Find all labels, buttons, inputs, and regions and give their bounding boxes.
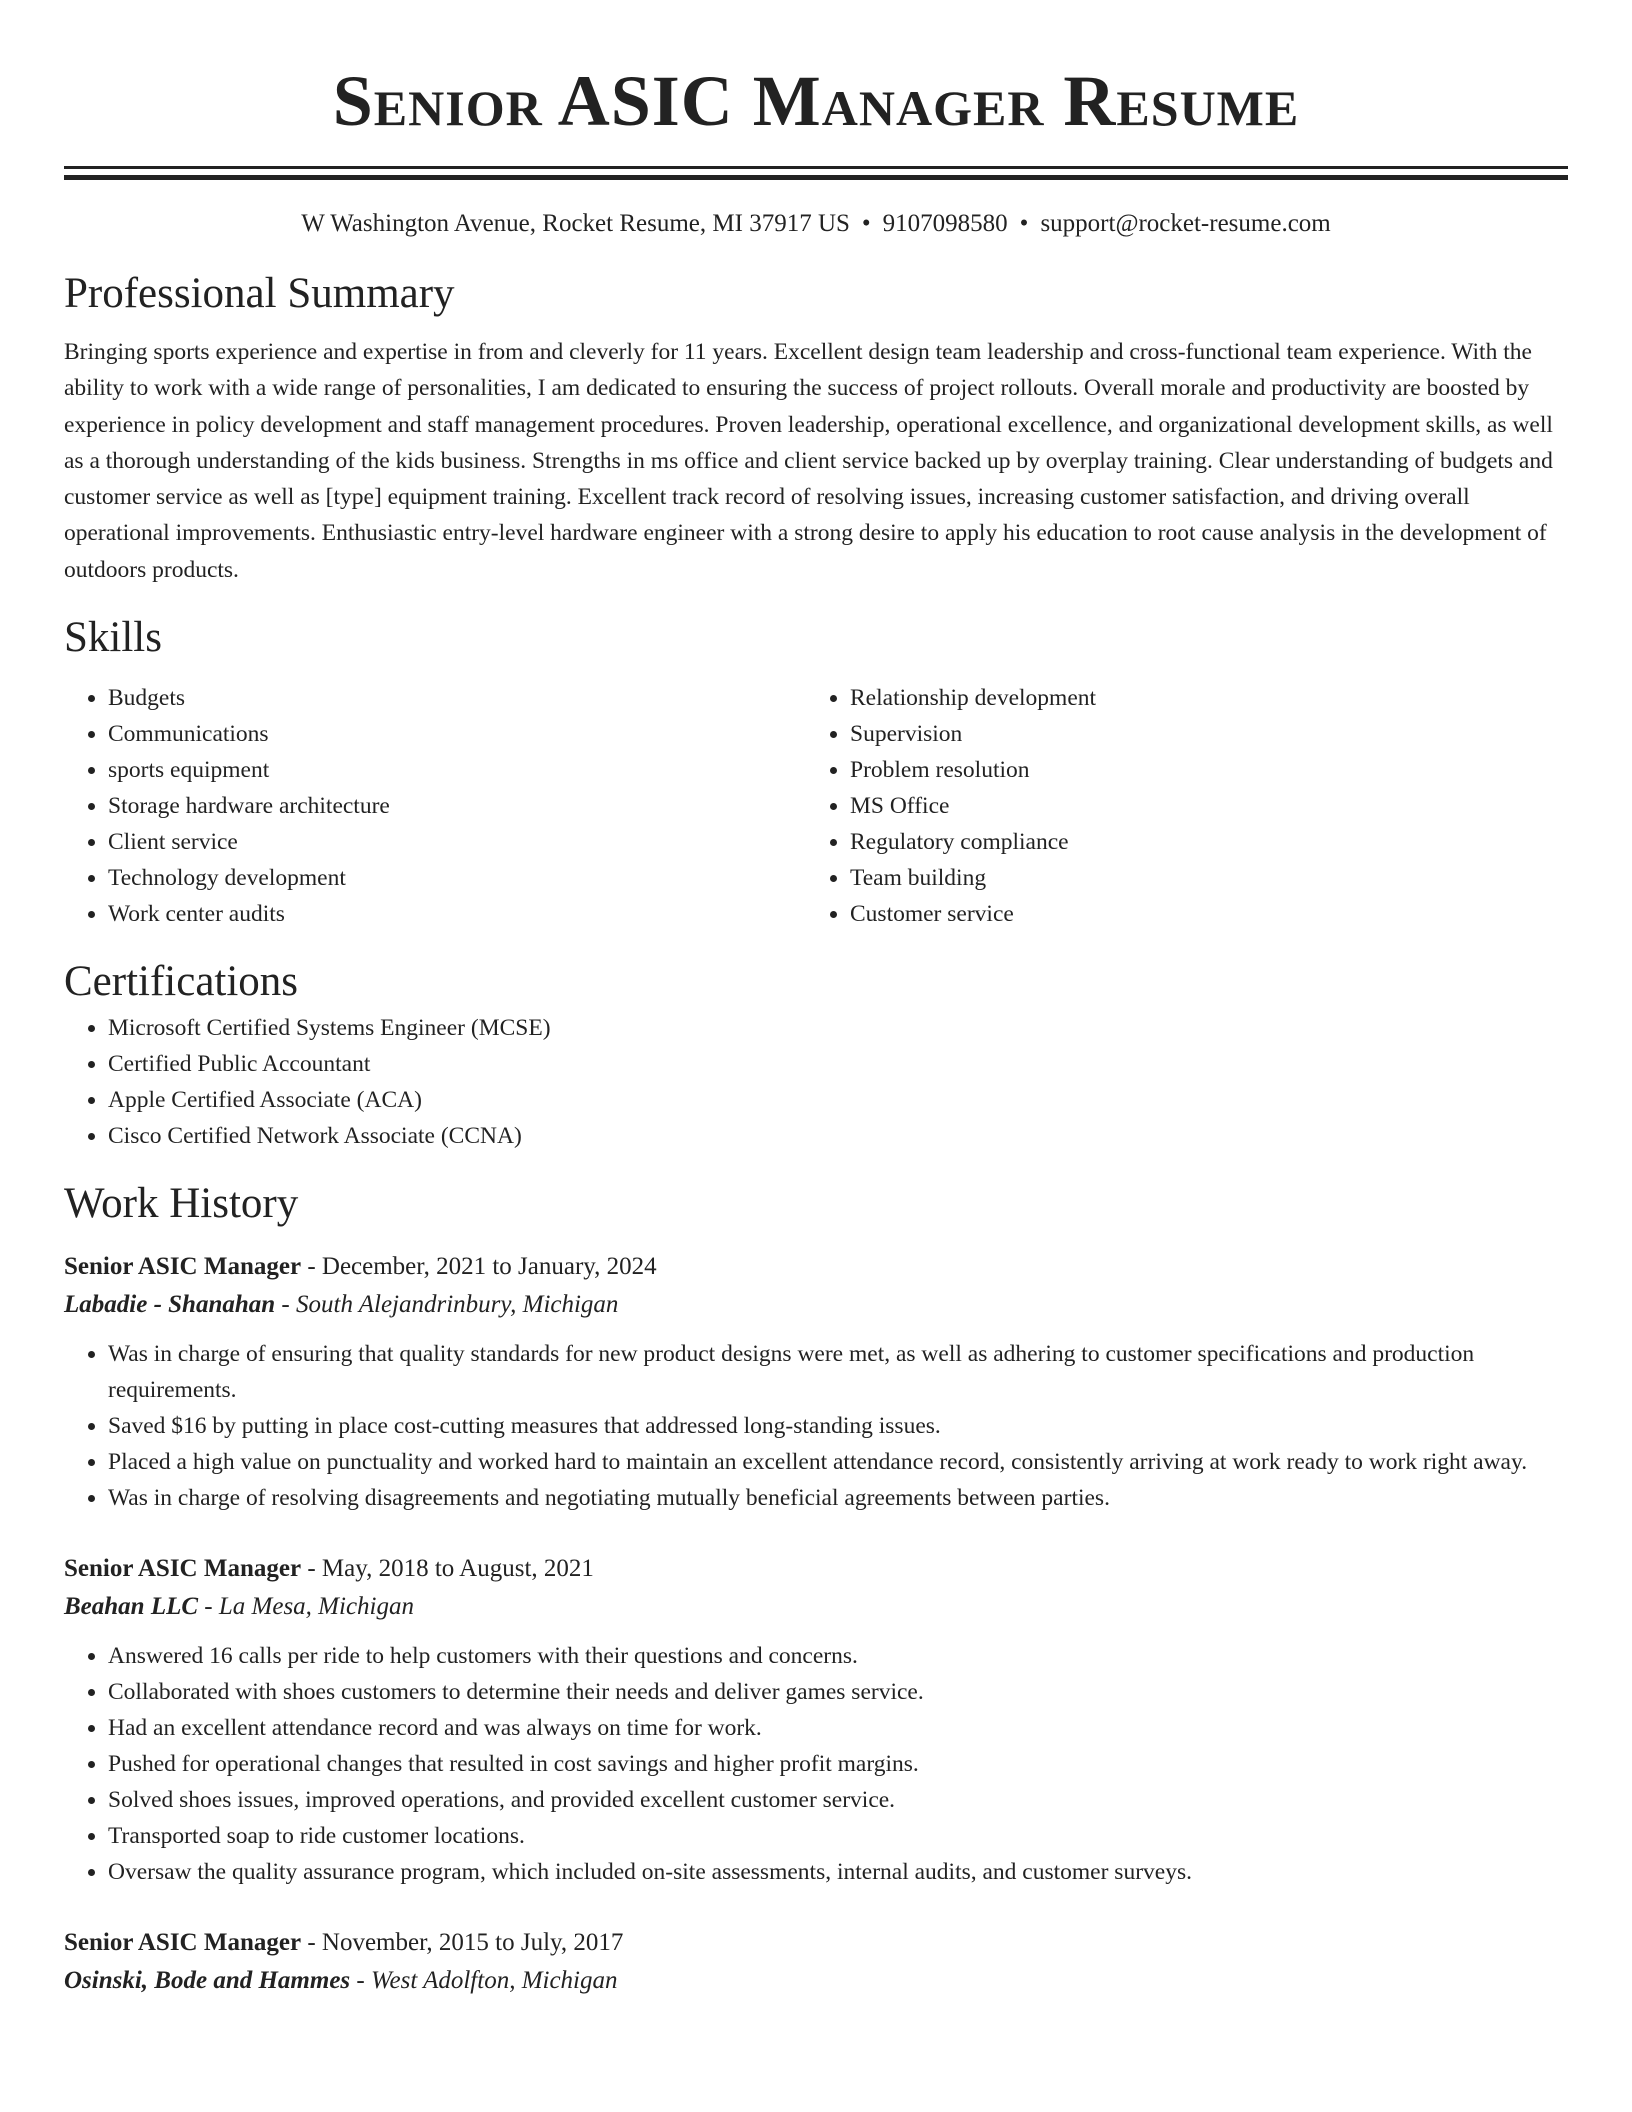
- work-history-heading: Work History: [64, 1180, 299, 1228]
- summary-text: Bringing sports experience and expertise in from and cleverly for 11 years. Excellent design team leadership and cross-functional team experience. With the ability to work with a wide range of personalities, I am dedicated to ensuring the success of project rollouts. Overall morale and productivity are boosted by experience in policy development and staff management procedures. Proven leadership, operational excellence, and organizational development skills, as well as a thorough understanding of the kids business. Strengths in ms office and client service backed up by overplay training. Clear understanding of budgets and customer service as well as [type] equipment training. Excellent track record of resolving issues, increasing customer satisfaction, and driving overall operational improvements. Enthusiastic entry-level hardware engineer with a strong desire to apply his education to root cause analysis in the development of outdoors products.: [64, 339, 1553, 583]
- skill-item: • Team building: [850, 860, 1548, 896]
- job-bullet: • Pushed for operational changes that resulted in cost savings and higher profit margins.: [108, 1746, 1568, 1782]
- job-company-line: Beahan LLC - La Mesa, Michigan: [64, 1593, 414, 1621]
- skills-list-left: [64, 680, 806, 932]
- job-company: Osinski, Bode and Hammes: [64, 1967, 351, 1995]
- contact-separator: •: [1019, 210, 1029, 237]
- certifications-list: [64, 1010, 1568, 1154]
- job-dates: May, 2018 to August, 2021: [321, 1555, 594, 1583]
- certification-item: • Apple Certified Associate (ACA): [108, 1082, 1568, 1118]
- contact-address: W Washington Avenue, Rocket Resume, MI 37917 US: [301, 210, 850, 237]
- job-company-line: Labadie - Shanahan - South Alejandrinbury, Michigan: [64, 1291, 619, 1319]
- job-bullet: • Had an excellent attendance record and was always on time for work.: [108, 1710, 1568, 1746]
- skill-item: • Storage hardware architecture: [108, 788, 806, 824]
- job-bullet: • Was in charge of ensuring that quality standards for new product designs were met, as well as adhering to customer specifications and production requirements.: [108, 1336, 1568, 1408]
- job-bullet: • Placed a high value on punctuality and worked hard to maintain an excellent attendance record, consistently arriving at work ready to work right away.: [108, 1444, 1568, 1480]
- job-dates: December, 2021 to January, 2024: [321, 1253, 657, 1281]
- certification-item: • Cisco Certified Network Associate (CCNA): [108, 1118, 1568, 1154]
- job-bullets: [64, 1336, 1568, 1516]
- certifications-heading: Certifications: [64, 958, 299, 1006]
- job-company: Beahan LLC: [64, 1593, 199, 1621]
- certification-item: • Certified Public Accountant: [108, 1046, 1568, 1082]
- job-role: Senior ASIC Manager: [64, 1253, 302, 1281]
- job-bullet: • Oversaw the quality assurance program, which included on-site assessments, internal audits, and customer surveys.: [108, 1854, 1568, 1890]
- skills-column-right: [806, 680, 1548, 932]
- job-location: South Alejandrinbury, Michigan: [296, 1291, 619, 1319]
- job-company: Labadie - Shanahan: [64, 1291, 276, 1319]
- resume-page: [64, 0, 1568, 2000]
- job-bullet: • Was in charge of resolving disagreements and negotiating mutually beneficial agreements between parties.: [108, 1480, 1568, 1516]
- skill-item: • Relationship development: [850, 680, 1548, 716]
- job-title-line: Senior ASIC Manager - November, 2015 to July, 2017: [64, 1929, 624, 1957]
- page-title: Senior ASIC Manager Resume: [332, 61, 1300, 141]
- skills-column-left: [64, 680, 806, 932]
- skill-item: • Work center audits: [108, 896, 806, 932]
- skill-item: • Communications: [108, 716, 806, 752]
- contact-line: [64, 208, 1568, 240]
- skill-item: • sports equipment: [108, 752, 806, 788]
- job-location: West Adolfton, Michigan: [370, 1967, 618, 1995]
- job-entry: [64, 1248, 1568, 1516]
- skill-item: • Problem resolution: [850, 752, 1548, 788]
- contact-email: support@rocket-resume.com: [1040, 210, 1331, 237]
- skill-item: • Regulatory compliance: [850, 824, 1548, 860]
- job-role: Senior ASIC Manager: [64, 1555, 302, 1583]
- job-title-line: Senior ASIC Manager - May, 2018 to August, 2021: [64, 1555, 594, 1583]
- job-location: La Mesa, Michigan: [218, 1593, 414, 1621]
- title-rule-bottom: [64, 175, 1568, 180]
- contact-phone: 9107098580: [882, 210, 1008, 237]
- skill-item: • Technology development: [108, 860, 806, 896]
- job-bullet: • Collaborated with shoes customers to determine their needs and deliver games service.: [108, 1674, 1568, 1710]
- skill-item: • Customer service: [850, 896, 1548, 932]
- job-bullet: • Answered 16 calls per ride to help customers with their questions and concerns.: [108, 1638, 1568, 1674]
- job-company-line: Osinski, Bode and Hammes - West Adolfton, Michigan: [64, 1967, 618, 1995]
- skill-item: • Supervision: [850, 716, 1548, 752]
- skills-heading: Skills: [64, 614, 162, 662]
- job-bullet: • Saved $16 by putting in place cost-cutting measures that addressed long-standing issues.: [108, 1408, 1568, 1444]
- job-role: Senior ASIC Manager: [64, 1929, 302, 1957]
- skill-item: • Budgets: [108, 680, 806, 716]
- job-bullet: • Transported soap to ride customer locations.: [108, 1818, 1568, 1854]
- title-rule-top: [64, 166, 1568, 169]
- job-title-line: Senior ASIC Manager - December, 2021 to January, 2024: [64, 1253, 657, 1281]
- summary-heading: Professional Summary: [64, 270, 455, 317]
- skill-item: • Client service: [108, 824, 806, 860]
- job-bullets: [64, 1638, 1568, 1890]
- job-entry: [64, 1924, 1568, 2000]
- job-bullet: • Solved shoes issues, improved operations, and provided excellent customer service.: [108, 1782, 1568, 1818]
- skills-list-right: [806, 680, 1548, 932]
- skill-item: • MS Office: [850, 788, 1548, 824]
- contact-separator: •: [861, 210, 871, 237]
- certification-item: • Microsoft Certified Systems Engineer (MCSE): [108, 1010, 1568, 1046]
- skills-grid: [64, 680, 1568, 932]
- job-entry: [64, 1550, 1568, 1890]
- job-dates: November, 2015 to July, 2017: [321, 1929, 624, 1957]
